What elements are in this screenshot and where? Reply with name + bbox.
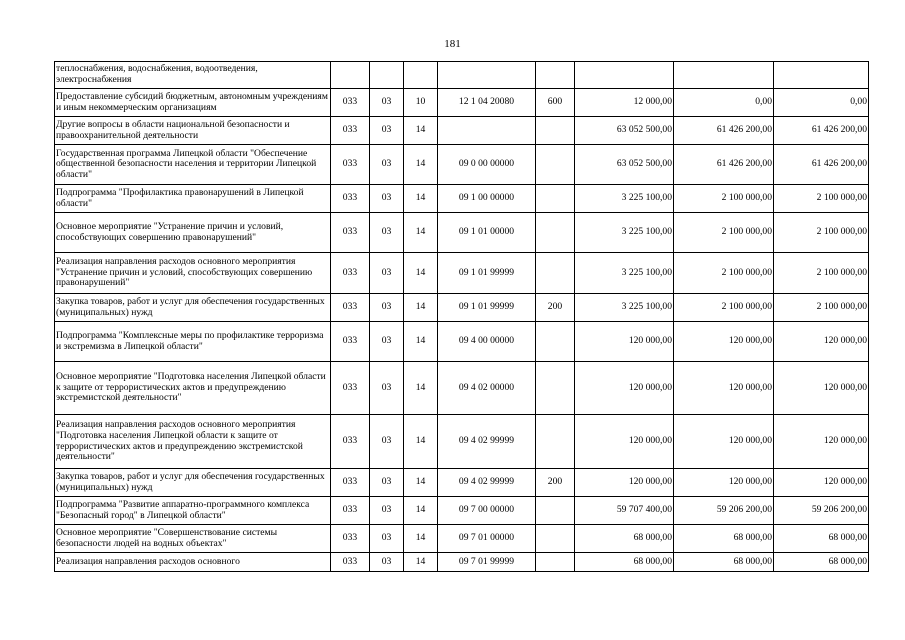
- subsection-code: [404, 62, 438, 89]
- section-code: 03: [370, 253, 404, 294]
- table-row: [55, 185, 869, 213]
- row-name: Подпрограмма "Комплексные меры по профилактике терроризма и экстремизма в Липецкой области": [55, 322, 331, 362]
- target-article: 12 1 04 20080: [438, 89, 536, 117]
- table-row: [55, 145, 869, 185]
- amount-year-1: [575, 62, 674, 89]
- row-name: Подпрограмма "Профилактика правонарушений в Липецкой области": [55, 185, 331, 213]
- expense-type: [536, 62, 575, 89]
- row-name: Реализация направления расходов основного мероприятия "Подготовка населения Липецкой области к защите от террористических актов и предупреждению экстремистской деятельности": [55, 415, 331, 469]
- target-article: 09 1 01 99999: [438, 253, 536, 294]
- amount-year-1: 120 000,00: [575, 362, 674, 415]
- row-name: Основное мероприятие "Устранение причин и условий, способствующих совершению правонарушений": [55, 213, 331, 253]
- target-article: 09 1 01 00000: [438, 213, 536, 253]
- admin-code: 033: [331, 294, 370, 322]
- amount-year-2: 2 100 000,00: [674, 253, 774, 294]
- section-code: 03: [370, 497, 404, 525]
- expense-type: [536, 322, 575, 362]
- amount-year-3: 0,00: [774, 89, 869, 117]
- amount-year-1: 68 000,00: [575, 525, 674, 553]
- expense-type: [536, 553, 575, 572]
- table-row: [55, 497, 869, 525]
- admin-code: 033: [331, 553, 370, 572]
- amount-year-3: 59 206 200,00: [774, 497, 869, 525]
- section-code: 03: [370, 525, 404, 553]
- subsection-code: 14: [404, 185, 438, 213]
- subsection-code: 14: [404, 294, 438, 322]
- expense-type: 200: [536, 469, 575, 497]
- row-name: Реализация направления расходов основного: [55, 553, 331, 572]
- section-code: 03: [370, 89, 404, 117]
- section-code: 03: [370, 553, 404, 572]
- subsection-code: 14: [404, 497, 438, 525]
- amount-year-2: 120 000,00: [674, 322, 774, 362]
- target-article: 09 4 02 99999: [438, 415, 536, 469]
- admin-code: 033: [331, 117, 370, 145]
- target-article: 09 1 01 99999: [438, 294, 536, 322]
- expense-type: [536, 185, 575, 213]
- expense-type: [536, 145, 575, 185]
- subsection-code: 14: [404, 525, 438, 553]
- admin-code: 033: [331, 253, 370, 294]
- table-row: [55, 553, 869, 572]
- table-row: [55, 362, 869, 415]
- subsection-code: 14: [404, 362, 438, 415]
- table-row: [55, 525, 869, 553]
- admin-code: [331, 62, 370, 89]
- row-name: Предоставление субсидий бюджетным, автономным учреждениям и иным некоммерческим организациям: [55, 89, 331, 117]
- expense-type: 200: [536, 294, 575, 322]
- amount-year-3: 68 000,00: [774, 525, 869, 553]
- expense-type: [536, 497, 575, 525]
- amount-year-1: 59 707 400,00: [575, 497, 674, 525]
- amount-year-2: [674, 62, 774, 89]
- amount-year-1: 120 000,00: [575, 469, 674, 497]
- table-row: [55, 89, 869, 117]
- amount-year-1: 3 225 100,00: [575, 253, 674, 294]
- amount-year-2: 68 000,00: [674, 553, 774, 572]
- amount-year-3: [774, 62, 869, 89]
- expense-type: [536, 362, 575, 415]
- amount-year-3: 2 100 000,00: [774, 185, 869, 213]
- amount-year-1: 12 000,00: [575, 89, 674, 117]
- amount-year-2: 2 100 000,00: [674, 294, 774, 322]
- expense-type: [536, 253, 575, 294]
- admin-code: 033: [331, 362, 370, 415]
- amount-year-2: 61 426 200,00: [674, 117, 774, 145]
- target-article: [438, 62, 536, 89]
- amount-year-3: 2 100 000,00: [774, 294, 869, 322]
- amount-year-2: 61 426 200,00: [674, 145, 774, 185]
- amount-year-1: 63 052 500,00: [575, 117, 674, 145]
- subsection-code: 14: [404, 415, 438, 469]
- subsection-code: 14: [404, 322, 438, 362]
- section-code: 03: [370, 362, 404, 415]
- expense-type: [536, 525, 575, 553]
- amount-year-1: 120 000,00: [575, 322, 674, 362]
- expense-type: [536, 415, 575, 469]
- table-row: [55, 469, 869, 497]
- row-name: Подпрограмма "Развитие аппаратно-программного комплекса "Безопасный город" в Липецкой области": [55, 497, 331, 525]
- row-name: Закупка товаров, работ и услуг для обеспечения государственных (муниципальных) нужд: [55, 294, 331, 322]
- subsection-code: 14: [404, 145, 438, 185]
- amount-year-2: 120 000,00: [674, 469, 774, 497]
- target-article: 09 0 00 00000: [438, 145, 536, 185]
- target-article: 09 7 01 00000: [438, 525, 536, 553]
- target-article: [438, 117, 536, 145]
- section-code: 03: [370, 185, 404, 213]
- amount-year-3: 2 100 000,00: [774, 253, 869, 294]
- section-code: 03: [370, 469, 404, 497]
- amount-year-1: 3 225 100,00: [575, 185, 674, 213]
- amount-year-2: 2 100 000,00: [674, 185, 774, 213]
- section-code: 03: [370, 415, 404, 469]
- section-code: 03: [370, 294, 404, 322]
- subsection-code: 14: [404, 253, 438, 294]
- page-number: 181: [444, 38, 461, 50]
- section-code: 03: [370, 213, 404, 253]
- amount-year-3: 61 426 200,00: [774, 117, 869, 145]
- amount-year-1: 63 052 500,00: [575, 145, 674, 185]
- row-name: Закупка товаров, работ и услуг для обеспечения государственных (муниципальных) нужд: [55, 469, 331, 497]
- subsection-code: 14: [404, 469, 438, 497]
- table-row: [55, 117, 869, 145]
- target-article: 09 7 00 00000: [438, 497, 536, 525]
- admin-code: 033: [331, 213, 370, 253]
- table-row: [55, 322, 869, 362]
- subsection-code: 14: [404, 117, 438, 145]
- amount-year-2: 59 206 200,00: [674, 497, 774, 525]
- subsection-code: 10: [404, 89, 438, 117]
- amount-year-3: 120 000,00: [774, 469, 869, 497]
- amount-year-2: 0,00: [674, 89, 774, 117]
- row-name: Реализация направления расходов основного мероприятия "Устранение причин и условий, способствующих совершению правонарушений": [55, 253, 331, 294]
- budget-table: [54, 61, 869, 572]
- table-row: [55, 294, 869, 322]
- section-code: 03: [370, 322, 404, 362]
- target-article: 09 4 02 99999: [438, 469, 536, 497]
- target-article: 09 4 00 00000: [438, 322, 536, 362]
- admin-code: 033: [331, 145, 370, 185]
- section-code: [370, 62, 404, 89]
- table-row: [55, 213, 869, 253]
- amount-year-2: 2 100 000,00: [674, 213, 774, 253]
- table-row: [55, 62, 869, 89]
- amount-year-1: 120 000,00: [575, 415, 674, 469]
- amount-year-1: 3 225 100,00: [575, 213, 674, 253]
- amount-year-3: 61 426 200,00: [774, 145, 869, 185]
- row-name: Основное мероприятие "Подготовка населения Липецкой области к защите от террористических актов и предупреждению экстремистской деятельности": [55, 362, 331, 415]
- section-code: 03: [370, 117, 404, 145]
- row-name: Другие вопросы в области национальной безопасности и правоохранительной деятельности: [55, 117, 331, 145]
- admin-code: 033: [331, 525, 370, 553]
- amount-year-3: 120 000,00: [774, 362, 869, 415]
- target-article: 09 1 00 00000: [438, 185, 536, 213]
- amount-year-2: 120 000,00: [674, 415, 774, 469]
- expense-type: [536, 213, 575, 253]
- amount-year-3: 68 000,00: [774, 553, 869, 572]
- admin-code: 033: [331, 497, 370, 525]
- row-name: Основное мероприятие "Совершенствование системы безопасности людей на водных объектах": [55, 525, 331, 553]
- target-article: 09 7 01 99999: [438, 553, 536, 572]
- admin-code: 033: [331, 185, 370, 213]
- amount-year-1: 68 000,00: [575, 553, 674, 572]
- target-article: 09 4 02 00000: [438, 362, 536, 415]
- amount-year-2: 68 000,00: [674, 525, 774, 553]
- expense-type: [536, 117, 575, 145]
- amount-year-3: 120 000,00: [774, 322, 869, 362]
- amount-year-1: 3 225 100,00: [575, 294, 674, 322]
- expense-type: 600: [536, 89, 575, 117]
- table-row: [55, 415, 869, 469]
- row-name: Государственная программа Липецкой области "Обеспечение общественной безопасности населения и территории Липецкой области": [55, 145, 331, 185]
- admin-code: 033: [331, 469, 370, 497]
- admin-code: 033: [331, 322, 370, 362]
- subsection-code: 14: [404, 553, 438, 572]
- admin-code: 033: [331, 415, 370, 469]
- section-code: 03: [370, 145, 404, 185]
- table-row: [55, 253, 869, 294]
- amount-year-2: 120 000,00: [674, 362, 774, 415]
- amount-year-3: 120 000,00: [774, 415, 869, 469]
- subsection-code: 14: [404, 213, 438, 253]
- admin-code: 033: [331, 89, 370, 117]
- row-name: теплоснабжения, водоснабжения, водоотведения, электроснабжения: [55, 62, 331, 89]
- amount-year-3: 2 100 000,00: [774, 213, 869, 253]
